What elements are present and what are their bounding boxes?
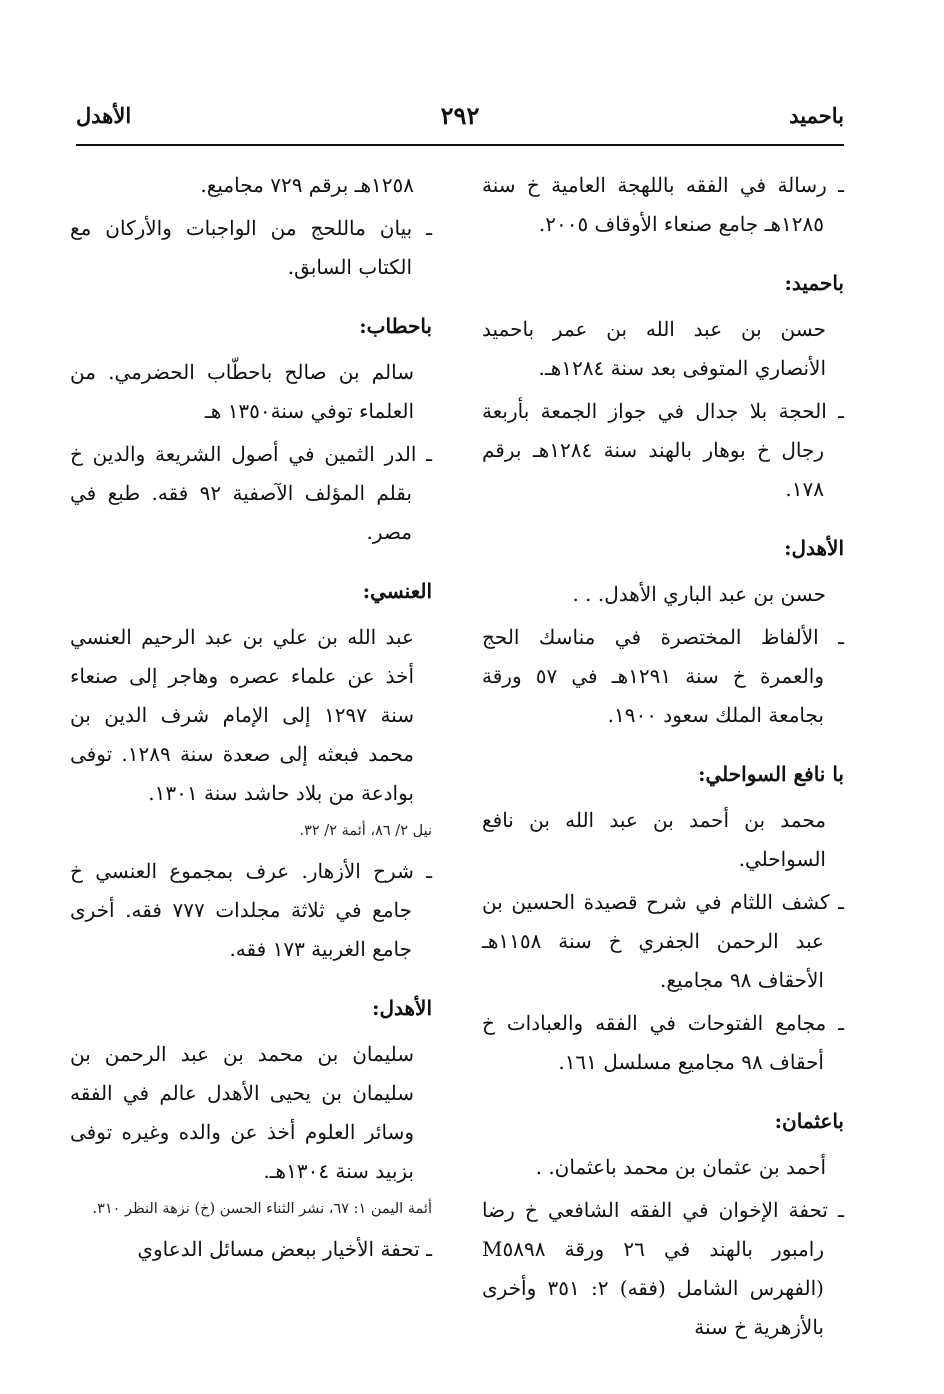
- biography-text: عبد الله بن علي بن عبد الرحيم العنسي أخذ عن علماء عصره وهاجر إلى صنعاء سنة ١٢٩٧ إلى الإمام شرف الدين بن محمد فبعثه إلى صعدة سنة ١٢٨٩. توفى بوادعة من بلاد حاشد سنة ١٣٠١.: [70, 625, 415, 805]
- entry-item: ـ تحفة الأخيار ببعض مسائل الدعاوي: [137, 1237, 432, 1261]
- biography-text: حسن بن عبد الباري الأهدل. . .: [572, 582, 826, 606]
- entry-item: ـ كشف اللثام في شرح قصيدة الحسين بن عبد الرحمن الجفري خ سنة ١١٥٨هـ الأحقاف ٩٨ مجاميع.: [482, 890, 844, 992]
- section-heading: الأهدل:: [784, 536, 844, 560]
- section-heading: باحميد:: [784, 271, 844, 295]
- biography-text: محمد بن أحمد بن عبد الله بن نافع السواحلي.: [482, 808, 826, 871]
- entry-item: ـ بيان ماللحج من الواجبات والأركان مع الكتاب السابق.: [70, 216, 432, 279]
- running-head-left: الأهدل: [76, 103, 132, 128]
- right-column: [482, 166, 844, 1351]
- reference-note: نيل ٢/ ٨٦، أئمة ٢/ ٣٢.: [299, 823, 432, 839]
- biography-text: سليمان بن محمد بن عبد الرحمن بن سليمان بن يحيى الأهدل عالم في الفقه وسائر العلوم أخذ عن والده وغيره توفى بزبيد سنة ١٣٠٤هـ.: [70, 1042, 414, 1183]
- section-heading: باحطاب:: [359, 314, 432, 338]
- biography-text: سالم بن صالح باحطّاب الحضرمي. من العلماء توفي سنة١٣٥٠ هـ: [70, 360, 414, 423]
- left-column: [70, 166, 432, 1273]
- reference-note: أئمة اليمن ١: ٦٧، نشر الثناء الحسن (خ) نزهة النظر ٣١٠.: [92, 1201, 432, 1217]
- entry-item: ـ تحفة الإخوان في الفقه الشافعي خ رضا رامبور بالهند في ٢٦ ورقة M٥٨٩٨ (الفهرس الشامل (فقه) ٢: ٣٥١ وأخرى بالأزهرية خ سنة: [482, 1198, 844, 1339]
- section-heading: العنسي:: [362, 579, 432, 603]
- entry-item: ـ الألفاظ المختصرة في مناسك الحج والعمرة خ سنة ١٢٩١هـ في ٥٧ ورقة بجامعة الملك سعود ١٩٠٠.: [482, 625, 844, 727]
- page-number: ٢٩٢: [440, 101, 480, 130]
- entry-item: ـ الدر الثمين في أصول الشريعة والدين خ بقلم المؤلف الآصفية ٩٢ فقه. طبع في مصر.: [70, 442, 432, 544]
- header-rule: [76, 144, 844, 146]
- section-heading: باعثمان:: [774, 1109, 844, 1133]
- biography-text: حسن بن عبد الله بن عمر باحميد الأنصاري المتوفى بعد سنة ١٢٨٤هـ.: [482, 317, 826, 380]
- section-heading: با نافع السواحلي:: [698, 762, 844, 786]
- entry-item: ـ شرح الأزهار. عرف بمجموع العنسي خ جامع في ثلاثة مجلدات ٧٧٧ فقه. أخرى جامع الغربية ١٧٣ فقه.: [70, 859, 432, 961]
- entry-item: ـ رسالة في الفقه باللهجة العامية خ سنة ١٢٨٥هـ جامع صنعاء الأوقاف ٢٠٠٥.: [482, 173, 844, 236]
- page-header: [76, 98, 844, 134]
- running-head-right: باحميد: [789, 103, 844, 128]
- section-heading: الأهدل:: [372, 996, 432, 1020]
- biography-text: أحمد بن عثمان بن محمد باعثمان. .: [535, 1155, 826, 1179]
- entry-item: ـ الحجة بلا جدال في جواز الجمعة بأربعة رجال خ بوهار بالهند سنة ١٢٨٤هـ برقم ١٧٨.: [482, 399, 844, 501]
- entry-item-continued: ١٢٥٨هـ برقم ٧٢٩ مجاميع.: [200, 173, 414, 197]
- entry-item: ـ مجامع الفتوحات في الفقه والعبادات خ أحقاف ٩٨ مجاميع مسلسل ١٦١.: [482, 1011, 844, 1074]
